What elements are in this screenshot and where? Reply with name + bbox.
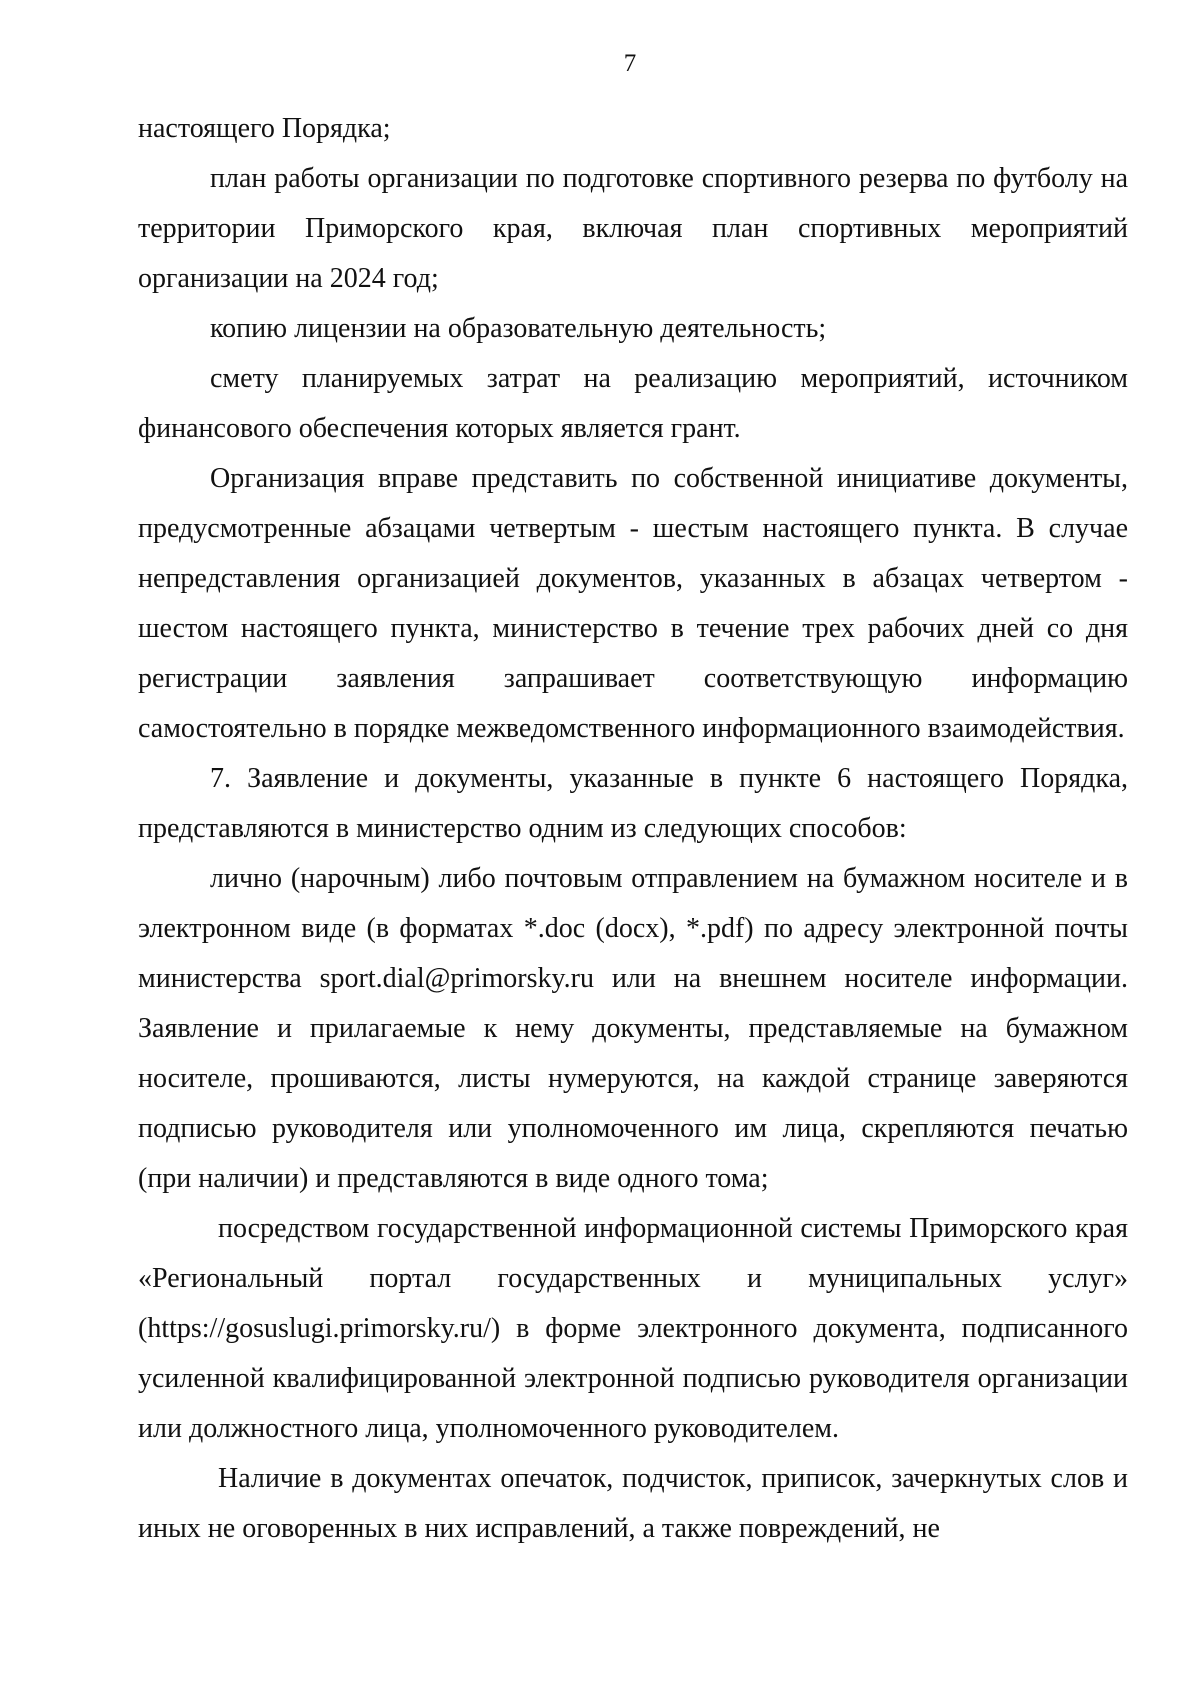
paragraph-9: Наличие в документах опечаток, подчисток, приписок, зачеркнутых слов и иных не оговоренных в них исправлений, а также повреждений, не xyxy=(138,1463,1128,1544)
page-number: 7 xyxy=(623,50,637,77)
paragraph-7: лично (нарочным) либо почтовым отправлением на бумажном носителе и в электронном виде (в форматах *.doc (docx), *.pdf) по адресу электронной почты министерства sport.dial@primorsky.ru или на внешнем носителе информации. Заявление и прилагаемые к нему документы, представляемые на бумажном носителе, прошиваются, листы нумеруются, на каждой странице заверяются подписью руководителя или уполномоченного им лица, скрепляются печатью (при наличии) и представляются в виде одного тома; xyxy=(138,863,1128,1194)
document-body xyxy=(138,104,1128,1554)
paragraph-4: смету планируемых затрат на реализацию мероприятий, источником финансового обеспечения которых является грант. xyxy=(138,363,1128,444)
paragraph-2: план работы организации по подготовке спортивного резерва по футболу на территории Приморского края, включая план спортивных мероприятий организации на 2024 год; xyxy=(138,163,1128,294)
paragraph-5: Организация вправе представить по собственной инициативе документы, предусмотренные абзацами четвертым - шестым настоящего пункта. В случае непредставления организацией документов, указанных в абзацах четвертом - шестом настоящего пункта, министерство в течение трех рабочих дней со дня регистрации заявления запрашивает соответствующую информацию самостоятельно в порядке межведомственного информационного взаимодействия. xyxy=(138,463,1128,744)
paragraph-6: 7. Заявление и документы, указанные в пункте 6 настоящего Порядка, представляются в министерство одним из следующих способов: xyxy=(138,763,1128,844)
paragraph-1: настоящего Порядка; xyxy=(138,113,391,144)
paragraph-8: посредством государственной информационной системы Приморского края «Региональный портал государственных и муниципальных услуг» (https://gosuslugi.primorsky.ru/) в форме электронного документа, подписанного усиленной квалифицированной электронной подписью руководителя организации или должностного лица, уполномоченного руководителем. xyxy=(138,1213,1128,1444)
paragraph-3: копию лицензии на образовательную деятельность; xyxy=(210,313,827,344)
